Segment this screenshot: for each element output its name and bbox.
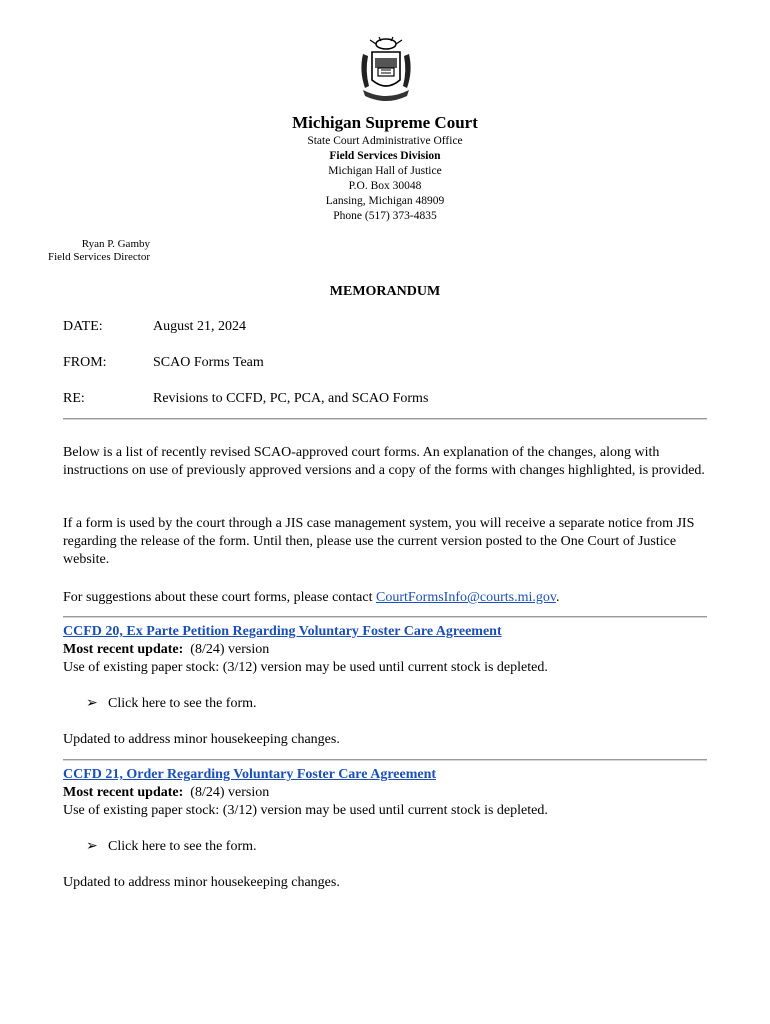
director-title: Field Services Director: [47, 251, 150, 263]
update-label: Most recent update:: [63, 785, 184, 800]
date-label: DATE:: [63, 319, 103, 334]
form-title-link[interactable]: CCFD 21, Order Regarding Voluntary Foster Care Agreement: [63, 767, 437, 782]
contact-prefix: For suggestions about these court forms, please contact: [63, 590, 376, 605]
divider: [63, 759, 707, 761]
form-entry: [63, 623, 711, 677]
date-value: August 21, 2024: [153, 319, 246, 334]
from-row: [63, 355, 264, 371]
memo-title: MEMORANDUM: [329, 284, 441, 299]
see-form-link[interactable]: Click here to see the form.: [108, 696, 257, 711]
update-value: (8/24) version: [183, 642, 270, 657]
arrow-bullet-icon: ➢: [86, 839, 98, 854]
form-note: Updated to address minor housekeeping changes.: [63, 732, 340, 747]
update-line: [63, 641, 711, 659]
director-name: Ryan P. Gamby: [81, 238, 150, 250]
update-line: [63, 784, 711, 802]
from-label: FROM:: [63, 355, 107, 370]
email-link[interactable]: CourtFormsInfo@courts.mi.gov: [375, 590, 556, 605]
divider: [63, 418, 707, 420]
form-link-bullet[interactable]: [86, 838, 257, 855]
stock-line: Use of existing paper stock: (3/12) version may be used until current stock is depleted.: [63, 803, 548, 818]
contact-suffix: .: [555, 590, 560, 605]
re-value: Revisions to CCFD, PC, PCA, and SCAO Forms: [153, 391, 429, 406]
phone-line: Phone (517) 373-4835: [333, 210, 437, 222]
arrow-bullet-icon: ➢: [86, 696, 98, 711]
po-box: P.O. Box 30048: [348, 180, 422, 192]
from-value: SCAO Forms Team: [153, 355, 264, 370]
update-value: (8/24) version: [183, 785, 270, 800]
form-link-bullet[interactable]: [86, 695, 257, 712]
court-name: Michigan Supreme Court: [292, 113, 478, 132]
office-name: State Court Administrative Office: [307, 135, 463, 147]
division-name: Field Services Division: [329, 150, 441, 162]
letterhead-address: [0, 134, 770, 224]
michigan-seal-logo: [355, 36, 417, 106]
update-label: Most recent update:: [63, 642, 184, 657]
stock-line: Use of existing paper stock: (3/12) version may be used until current stock is depleted.: [63, 660, 548, 675]
re-row: [63, 391, 428, 407]
city-line: Lansing, Michigan 48909: [325, 195, 445, 207]
form-title-link[interactable]: CCFD 20, Ex Parte Petition Regarding Voluntary Foster Care Agreement: [63, 624, 502, 639]
form-entry: [63, 766, 711, 820]
date-row: [63, 319, 246, 335]
intro-paragraph-2: If a form is used by the court through a JIS case management system, you will receive a separate notice from JIS regarding the release of the form. Until then, please use the current version posted to the One Court of Justice website.: [63, 516, 695, 567]
director-block: [0, 238, 150, 264]
divider: [63, 616, 707, 618]
form-note: Updated to address minor housekeeping changes.: [63, 875, 340, 890]
re-label: RE:: [63, 391, 85, 406]
intro-paragraph-1: Below is a list of recently revised SCAO-approved court forms. An explanation of the changes, along with instructions on use of previously approved versions and a copy of the forms with changes highlighted, is provided.: [63, 445, 705, 478]
building-name: Michigan Hall of Justice: [328, 165, 442, 177]
contact-paragraph: [63, 589, 711, 607]
see-form-link[interactable]: Click here to see the form.: [108, 839, 257, 854]
